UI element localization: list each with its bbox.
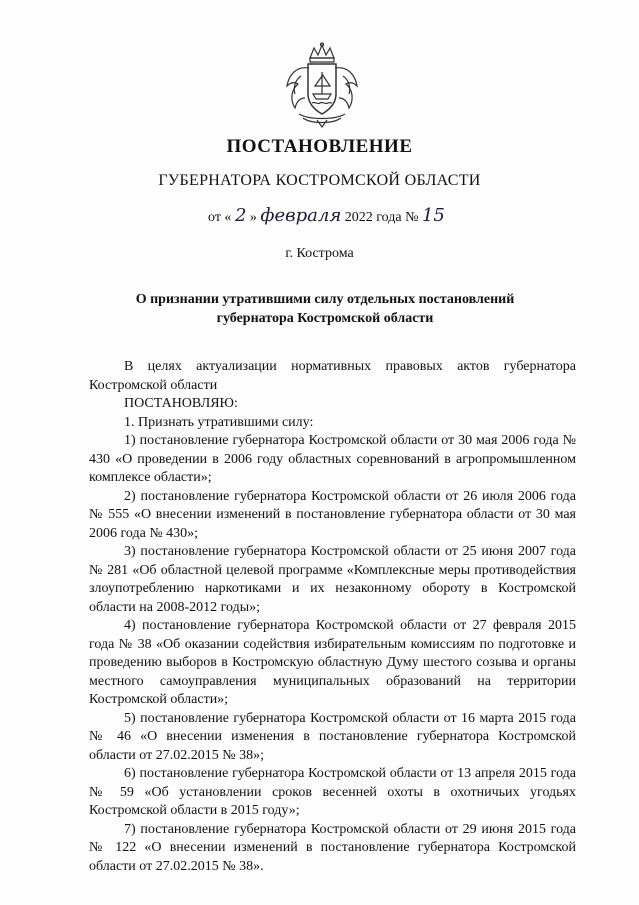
intro-paragraph: В целях актуализации нормативных правовых актов губернатора Костромской области xyxy=(89,359,576,393)
date-month-handwritten: февраля xyxy=(260,205,342,226)
document-title: ПОСТАНОВЛЕНИЕ xyxy=(226,136,413,157)
clause-1: 1. Признать утратившими силу: xyxy=(124,414,314,430)
decree-word: ПОСТАНОВЛЯЮ: xyxy=(124,396,238,411)
list-item: 1) постановление губернатора Костромской области от 30 мая 2006 года № 430 «О проведении в 2006 году областных соревнований в агропромышленном комплексе области»; xyxy=(89,433,576,485)
date-prefix: от « xyxy=(208,210,232,225)
list-item: 5) постановление губернатора Костромской области от 16 марта 2015 года № 46 «О внесении изменения в постановление губернатора Костромской области от 27.02.2015 № 38»; xyxy=(89,710,576,763)
city-line: г. Кострома xyxy=(285,246,354,261)
date-separator: » xyxy=(249,210,257,225)
heading-line-2: губернатора Костромской области xyxy=(216,311,434,326)
document-heading xyxy=(90,290,560,328)
heading-line-1: О признании утратившими силу отдельных постановлений xyxy=(135,292,515,307)
issuer-line: ГУБЕРНАТОРА КОСТРОМСКОЙ ОБЛАСТИ xyxy=(158,172,481,189)
date-line xyxy=(208,205,445,226)
date-day-handwritten: 2 xyxy=(234,205,247,226)
coat-of-arms-icon xyxy=(281,42,363,128)
list-item: 4) постановление губернатора Костромской области от 27 февраля 2015 года № 38 «Об оказании содействия избирательным комиссиям по подготовке и проведению выборов в Костромскую областную Думу шестого созыва и органы местного самоуправления муниципальных образований на территории Костромской области»; xyxy=(89,618,576,707)
document-number-handwritten: 15 xyxy=(421,205,445,226)
list-item: 3) постановление губернатора Костромской области от 25 июня 2007 года № 281 «Об областной целевой программе «Комплексные меры противодействия злоупотреблению наркотиками и их незаконному обороту в Костромской области на 2008-2012 годы»; xyxy=(89,544,576,615)
list-item: 7) постановление губернатора Костромской области от 29 июня 2015 года № 122 «О внесении изменений в постановление губернатора Костромской области от 27.02.2015 № 38». xyxy=(89,821,576,874)
date-year: 2022 года № xyxy=(344,210,419,225)
list-item: 6) постановление губернатора Костромской области от 13 апреля 2015 года № 59 «Об установлении сроков весенней охоты в охотничьих угодьях Костромской области в 2015 году»; xyxy=(89,766,576,818)
list-item: 2) постановление губернатора Костромской области от 26 июля 2006 года № 555 «О внесении изменений в постановление губернатора области от 30 мая 2006 года № 430»; xyxy=(89,488,576,541)
document-body xyxy=(89,358,576,876)
